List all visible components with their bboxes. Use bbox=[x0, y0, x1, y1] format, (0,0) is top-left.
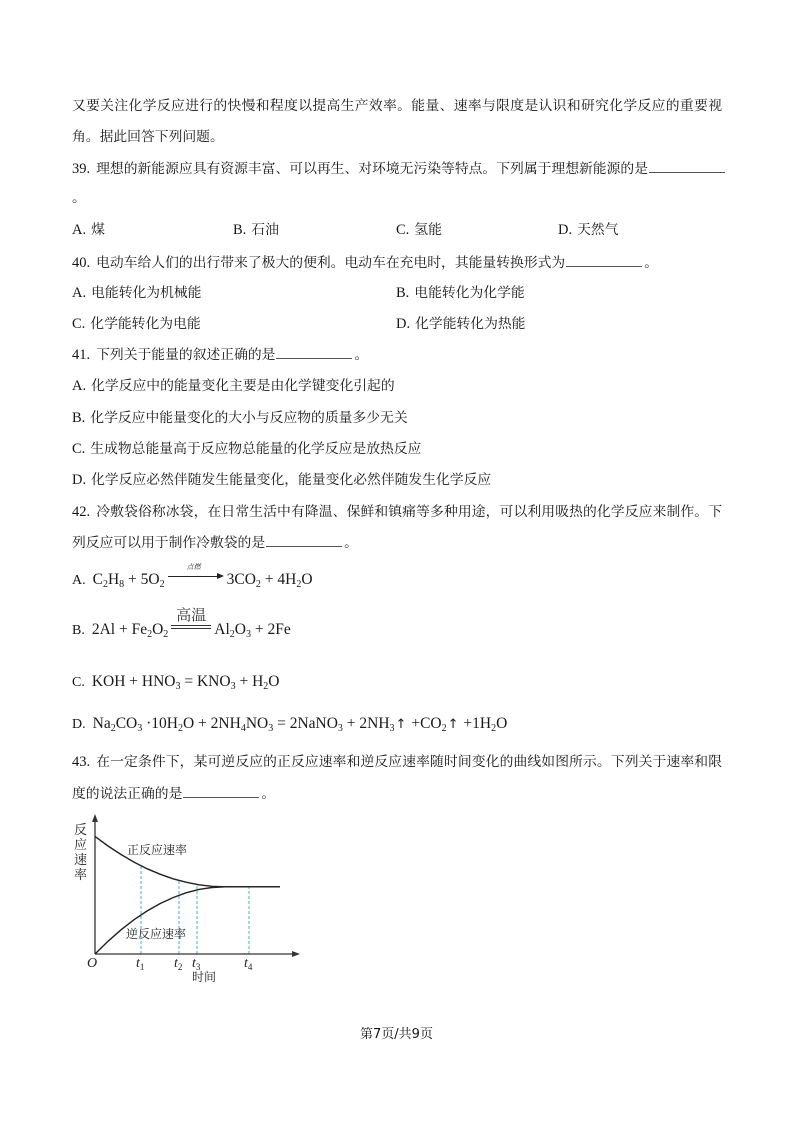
tick-base: t bbox=[174, 956, 178, 971]
time-tick-label bbox=[174, 957, 182, 971]
arrow-head bbox=[217, 573, 224, 579]
option-text: 电能转化为机械能 bbox=[91, 285, 202, 301]
option-text: 化学能转化为热能 bbox=[415, 316, 526, 332]
option-text: 电能转化为化学能 bbox=[414, 285, 525, 301]
option-b bbox=[72, 408, 408, 428]
gas-up-arrow-icon: ↑ bbox=[447, 717, 459, 732]
option-b bbox=[396, 283, 525, 303]
equation-text: + 2NH bbox=[342, 715, 390, 732]
subscript: 2 bbox=[159, 579, 165, 590]
equation-text: CO bbox=[115, 715, 138, 732]
option-label: D. bbox=[72, 472, 87, 488]
question-number: 39. bbox=[72, 161, 91, 177]
subscript: 2 bbox=[263, 681, 269, 692]
subscript: 2 bbox=[102, 579, 108, 590]
chemical-equation bbox=[91, 606, 291, 640]
tick-base: t bbox=[244, 956, 248, 971]
question-tail: 。 bbox=[644, 255, 659, 271]
intro-line-2: 角。据此回答下列问题。 bbox=[72, 129, 224, 145]
reaction-condition: 点燃 bbox=[186, 563, 201, 571]
question-39-tail: 。 bbox=[72, 190, 86, 206]
double-line bbox=[171, 625, 211, 629]
equation-text: = 2NaNO bbox=[273, 715, 338, 732]
question-42-stem-line-1 bbox=[72, 502, 722, 522]
time-tick-label bbox=[244, 957, 252, 971]
option-label: B. bbox=[396, 285, 410, 301]
option-label: C. bbox=[72, 441, 86, 457]
equation-text: 2Al + Fe bbox=[91, 621, 148, 638]
equation-text: +1H bbox=[459, 715, 492, 732]
option-label: B. bbox=[72, 623, 85, 638]
option-text: 化学反应必然伴随发生能量变化，能量变化必然伴随发生化学反应 bbox=[91, 472, 492, 488]
answer-blank bbox=[649, 161, 725, 173]
subscript: 2 bbox=[147, 629, 153, 640]
arrow-shaft bbox=[168, 576, 219, 577]
option-label: C. bbox=[72, 675, 85, 690]
option-text: 天然气 bbox=[577, 222, 619, 238]
x-axis-label: 时间 bbox=[192, 970, 217, 984]
subscript: 2 bbox=[296, 579, 302, 590]
question-40-stem bbox=[72, 253, 658, 273]
time-tick-label bbox=[192, 957, 200, 971]
reverse-rate-label: 逆反应速率 bbox=[126, 927, 187, 941]
x-axis-arrow-icon bbox=[292, 951, 300, 957]
option-a bbox=[72, 563, 313, 592]
option-text: 化学反应中能量变化的大小与反应物的质量多少无关 bbox=[90, 410, 408, 426]
question-number: 40. bbox=[72, 255, 91, 271]
option-label: D. bbox=[558, 222, 573, 238]
option-b bbox=[72, 606, 291, 642]
subscript: 2 bbox=[229, 629, 235, 640]
option-label: A. bbox=[72, 378, 87, 394]
option-a bbox=[72, 376, 395, 396]
chemical-equation bbox=[92, 673, 280, 690]
subscript: 3 bbox=[246, 629, 251, 640]
equation-text: +CO bbox=[407, 715, 442, 732]
option-d bbox=[72, 712, 507, 736]
option-text: 化学反应中的能量变化主要是由化学键变化引起的 bbox=[91, 378, 395, 394]
option-label: B. bbox=[233, 222, 247, 238]
question-39-stem bbox=[72, 159, 727, 179]
subscript: 3 bbox=[175, 681, 181, 692]
subscript: 2 bbox=[163, 629, 169, 640]
reaction-arrow-icon bbox=[168, 563, 224, 582]
question-number: 42. bbox=[72, 504, 91, 520]
y-axis-label: 反应速率 bbox=[74, 823, 88, 883]
equation-text: Na bbox=[92, 715, 111, 732]
question-tail: 。 bbox=[344, 535, 358, 551]
intro-line-1: 又要关注化学反应进行的快慢和程度以提高生产效率。能量、速率与限度是认识和研究化学反应的重要视 bbox=[72, 98, 722, 114]
chemical-equation bbox=[92, 563, 313, 590]
question-tail: 。 bbox=[354, 347, 369, 363]
reaction-condition-equals-icon bbox=[171, 606, 211, 631]
subscript: 2 bbox=[177, 723, 183, 734]
tick-base: t bbox=[192, 956, 196, 971]
answer-blank bbox=[276, 347, 352, 359]
question-43-stem-line-2 bbox=[72, 784, 275, 804]
option-c bbox=[72, 439, 421, 459]
equation-text: ·10H bbox=[142, 715, 178, 732]
subscript: 4 bbox=[240, 723, 246, 734]
subscript: 3 bbox=[137, 723, 143, 734]
question-40-options-row-2 bbox=[0, 314, 793, 334]
graph-canvas bbox=[65, 810, 310, 990]
option-text: 氢能 bbox=[414, 222, 442, 238]
subscript: 2 bbox=[491, 723, 497, 734]
equation-text: O bbox=[152, 621, 164, 638]
option-text: 化学能转化为电能 bbox=[90, 316, 201, 332]
equation-text: = KNO bbox=[180, 673, 231, 690]
equation-text: O + 2NH bbox=[182, 715, 241, 732]
equation-text: C bbox=[92, 571, 103, 588]
equation-text: Al bbox=[214, 621, 230, 638]
equation-text: + 2Fe bbox=[251, 621, 291, 638]
option-text: 煤 bbox=[91, 222, 105, 238]
tick-base: t bbox=[136, 956, 140, 971]
question-number: 43. bbox=[72, 754, 91, 770]
subscript: 2 bbox=[255, 579, 261, 590]
tick-subscript: 1 bbox=[139, 962, 145, 972]
option-label: A. bbox=[72, 285, 87, 301]
answer-blank bbox=[183, 786, 259, 798]
question-39-options bbox=[0, 220, 793, 240]
option-c bbox=[396, 220, 442, 240]
option-label: C. bbox=[396, 222, 410, 238]
option-text: 石油 bbox=[251, 222, 279, 238]
subscript: 3 bbox=[230, 681, 236, 692]
equation-text: O bbox=[234, 621, 246, 638]
question-number: 41. bbox=[72, 347, 91, 363]
question-40-options-row-1 bbox=[0, 283, 793, 303]
equation-text: O bbox=[268, 673, 280, 690]
option-c bbox=[72, 314, 201, 334]
equation-text: 3CO bbox=[226, 571, 256, 588]
time-tick-label bbox=[136, 957, 144, 971]
equation-text: KOH + HNO bbox=[91, 673, 176, 690]
subscript: 8 bbox=[119, 579, 125, 590]
chemical-equation bbox=[93, 715, 508, 732]
question-43-stem-line-1 bbox=[72, 752, 722, 772]
question-41-stem bbox=[72, 345, 368, 365]
equation-text: O bbox=[496, 715, 508, 732]
gas-up-arrow-icon: ↑ bbox=[395, 717, 407, 732]
option-d bbox=[72, 470, 491, 490]
equation-text: H bbox=[107, 571, 120, 588]
option-d bbox=[396, 314, 525, 334]
question-tail: 。 bbox=[261, 786, 276, 802]
option-text: 生成物总能量高于反应物总能量的化学反应是放热反应 bbox=[90, 441, 422, 457]
subscript: 2 bbox=[441, 723, 447, 734]
option-c bbox=[72, 670, 279, 694]
option-a bbox=[72, 283, 201, 303]
answer-blank bbox=[566, 255, 642, 267]
answer-blank bbox=[266, 535, 342, 547]
equation-text: + 4H bbox=[260, 571, 297, 588]
subscript: 2 bbox=[110, 723, 116, 734]
reverse-rate-curve bbox=[95, 887, 280, 954]
subscript: 3 bbox=[337, 723, 343, 734]
question-text: 度的说法正确的是 bbox=[72, 786, 183, 802]
option-d bbox=[558, 220, 619, 240]
equation-text: O bbox=[301, 571, 313, 588]
subscript: 3 bbox=[389, 723, 395, 734]
question-text: 电动车给人们的出行带来了极大的便利。电动车在充电时，其能量转换形式为 bbox=[96, 255, 566, 271]
option-label: A. bbox=[72, 573, 86, 588]
option-b bbox=[233, 220, 279, 240]
question-text: 冷敷袋俗称冰袋，在日常生活中有降温、保鲜和镇痛等多种用途，可以利用吸热的化学反应来制作。下 bbox=[96, 504, 722, 520]
question-text: 列反应可以用于制作冷敷袋的是 bbox=[72, 535, 266, 551]
rate-time-graph bbox=[65, 810, 310, 990]
tick-subscript: 3 bbox=[195, 962, 201, 972]
option-label: D. bbox=[72, 717, 86, 732]
option-label: A. bbox=[72, 222, 87, 238]
origin-label: O bbox=[87, 956, 98, 971]
forward-rate-label: 正反应速率 bbox=[127, 843, 188, 857]
option-label: C. bbox=[72, 316, 86, 332]
option-a bbox=[72, 220, 105, 240]
subscript: 3 bbox=[268, 723, 274, 734]
y-axis-arrow-icon bbox=[92, 814, 98, 822]
page-footer: 第7页/共9页 bbox=[360, 1027, 433, 1042]
option-label: D. bbox=[396, 316, 411, 332]
tick-subscript: 4 bbox=[247, 962, 253, 972]
equation-text: NO bbox=[245, 715, 269, 732]
equation-text: + H bbox=[235, 673, 264, 690]
question-text: 在一定条件下，某可逆反应的正反应速率和逆反应速率随时间变化的曲线如图所示。下列关于速率和限 bbox=[96, 754, 722, 770]
question-text: 理想的新能源应具有资源丰富、可以再生、对环境无污染等特点。下列属于理想新能源的是 bbox=[96, 161, 648, 177]
equation-text: + 5O bbox=[124, 571, 160, 588]
question-42-stem-line-2 bbox=[72, 533, 358, 553]
option-label: B. bbox=[72, 410, 86, 426]
question-text: 下列关于能量的叙述正确的是 bbox=[96, 347, 276, 363]
forward-rate-curve bbox=[95, 836, 280, 886]
reaction-condition: 高温 bbox=[176, 606, 207, 624]
tick-subscript: 2 bbox=[177, 962, 183, 972]
